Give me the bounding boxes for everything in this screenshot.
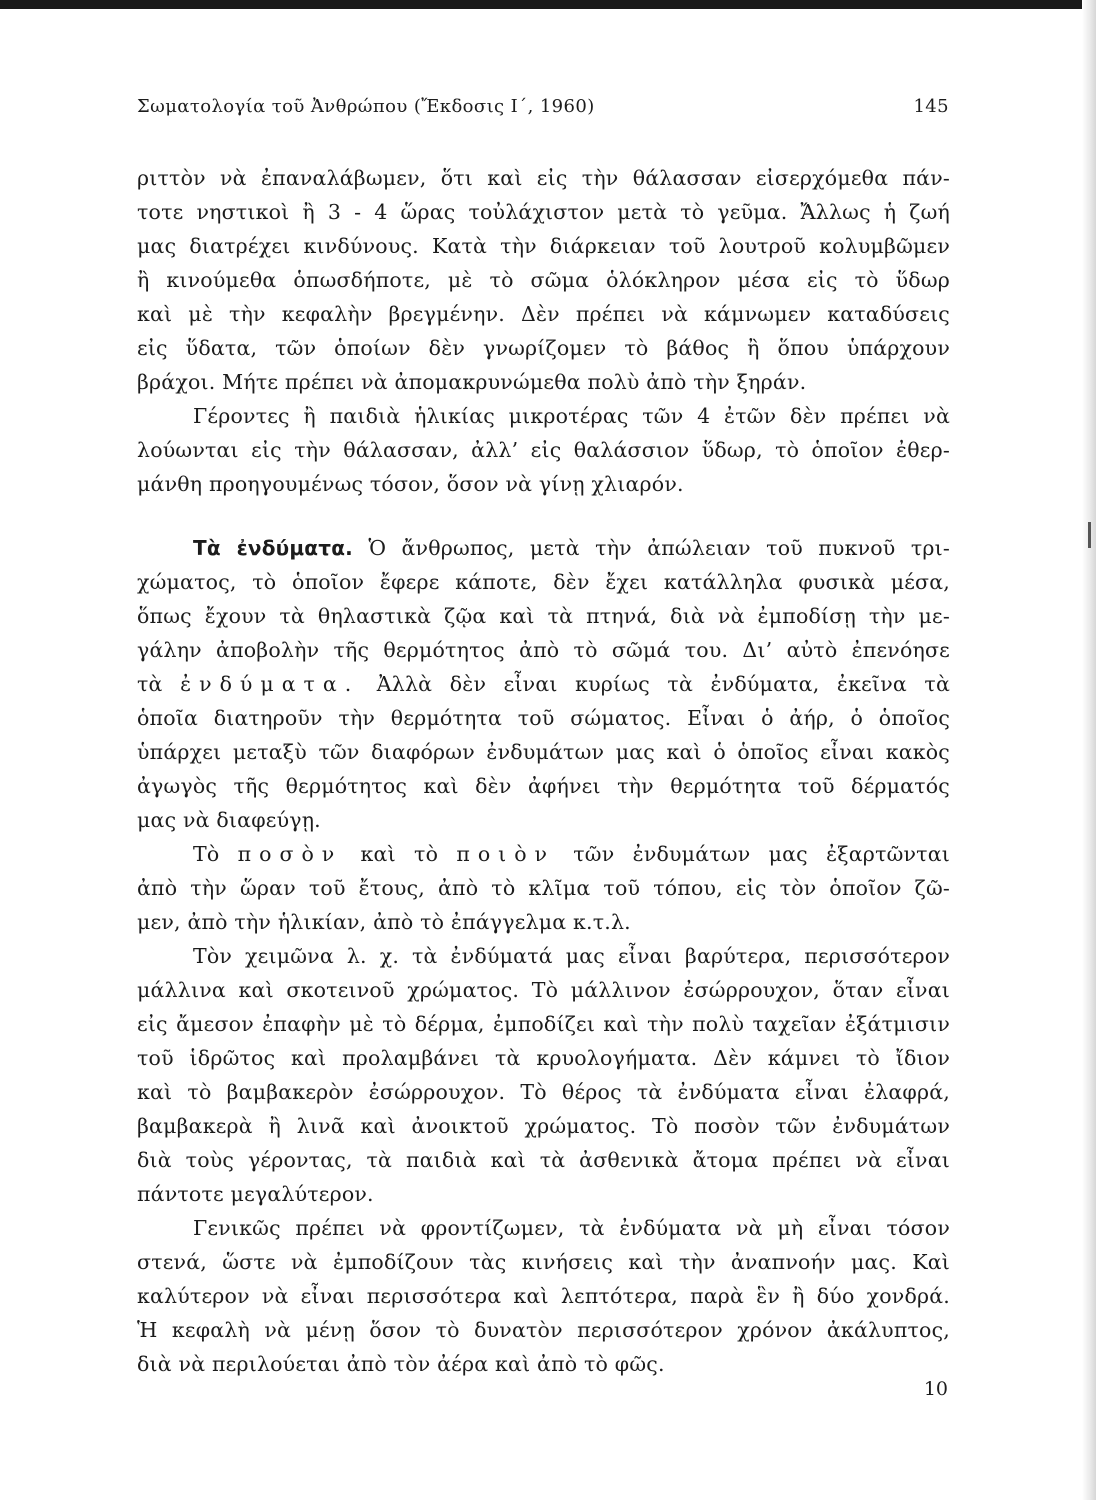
scan-edge-right [1082,0,1096,1500]
spaced-prefix: τὰ [137,672,163,696]
text-line: καὶ μὲ τὴν κεφαλὴν βρεγμένην. Δὲν πρέπει νὰ κάμνωμεν καταδύσεις [137,302,950,326]
text-line-spaced [137,667,950,701]
spaced-word: ἐνδύματα. [180,672,360,696]
section-first-line-text: Ὁ ἄνθρωπος, μετὰ τὴν ἀπώλειαν τοῦ πυκνοῦ τρι- [368,536,950,560]
spaced-word: ποιὸν [456,842,556,866]
text-line: διὰ νὰ περιλούεται ἀπὸ τὸν ἀέρα καὶ ἀπὸ τὸ φῶς. [137,1352,665,1376]
text-line: Τὸν χειμῶνα λ. χ. τὰ ἐνδύματά μας εἶναι βαρύτερα, περισσότερον [193,944,950,968]
text-line: γάλην ἀποβολὴν τῆς θερμότητος ἀπὸ τὸ σῶμά του. Δι’ αὐτὸ ἐπενόησε [137,638,950,662]
text-line: μας νὰ διαφεύγῃ. [137,808,321,832]
text-line: Γενικῶς πρέπει νὰ φροντίζωμεν, τὰ ἐνδύματα νὰ μὴ εἶναι τόσον [193,1216,950,1240]
text-line: μεν, ἀπὸ τὴν ἡλικίαν, ἀπὸ τὸ ἐπάγγελμα κ.τ.λ. [137,910,631,934]
text-line: λούωνται εἰς τὴν θάλασσαν, ἀλλ’ εἰς θαλάσσιον ὕδωρ, τὸ ὁποῖον ἐθερ- [137,438,950,462]
text-line: καὶ τὸ βαμβακερὸν ἐσώρρουχον. Τὸ θέρος τὰ ἐνδύματα εἶναι ἐλαφρά, [137,1080,950,1104]
text-line: ἀγωγὸς τῆς θερμότητος καὶ δὲν ἀφήνει τὴν θερμότητα τοῦ δέρματός [137,774,950,798]
text-line: μας διατρέχει κινδύνους. Κατὰ τὴν διάρκειαν τοῦ λουτροῦ κολυμβῶμεν [137,234,950,258]
text-line: ὅπως ἔχουν τὰ θηλαστικὰ ζῷα καὶ τὰ πτηνά, διὰ νὰ ἐμποδίσῃ τὴν με- [137,604,950,628]
text-line: ἢ κινούμεθα ὁπωσδήποτε, μὲ τὸ σῶμα ὁλόκληρον μέσα εἰς τὸ ὕδωρ [137,268,950,292]
text-line: Γέροντες ἢ παιδιὰ ἡλικίας μικροτέρας τῶν 4 ἐτῶν δὲν πρέπει νὰ [193,404,950,428]
text-line: διὰ τοὺς γέροντας, τὰ παιδιὰ καὶ τὰ ἀσθενικὰ ἄτομα πρέπει νὰ εἶναι [137,1148,950,1172]
text-line: πάντοτε μεγαλύτερον. [137,1182,374,1206]
text-line: Ἡ κεφαλὴ νὰ μένῃ ὅσον τὸ δυνατὸν περισσότερον χρόνον ἀκάλυπτος, [137,1318,950,1342]
scan-edge-top [0,0,1096,9]
text-line: μάνθη προηγουμένως τόσον, ὅσον νὰ γίνῃ χλιαρόν. [137,472,684,496]
running-head-title: Σωματολογία τοῦ Ἀνθρώπου (Ἔκδοσις Ι΄, 1960) [137,96,595,117]
text-line: τοῦ ἱδρῶτος καὶ προλαμβάνει τὰ κρυολογήματα. Δὲν κάμνει τὸ ἴδιον [137,1046,950,1070]
para4-post: τῶν ἐνδυμάτων μας ἐξαρτῶνται [573,842,951,866]
text-line: χώματος, τὸ ὁποῖον ἔφερε κάποτε, δὲν ἔχει κατάλληλα φυσικὰ μέσα, [137,570,950,594]
text-line: βράχοι. Μήτε πρέπει νὰ ἀπομακρυνώμεθα πολὺ ἀπὸ τὴν ξηράν. [137,370,807,394]
section-heading: Τὰ ἐνδύματα. [193,536,353,560]
text-line: ἀπὸ τὴν ὥραν τοῦ ἔτους, ἀπὸ τὸ κλῖμα τοῦ τόπου, εἰς τὸν ὁποῖον ζῶ- [137,876,950,900]
text-line: βαμβακερὰ ἢ λινᾶ καὶ ἀνοικτοῦ χρώματος. Τὸ ποσὸν τῶν ἐνδυμάτων [137,1114,950,1138]
text-line: ὑπάρχει μεταξὺ τῶν διαφόρων ἐνδυμάτων μας καὶ ὁ ὁποῖος εἶναι κακὸς [137,740,950,764]
text-line: εἰς ἄμεσον ἐπαφὴν μὲ τὸ δέρμα, ἐμποδίζει καὶ τὴν πολὺ ταχεῖαν ἐξάτμισιν [137,1012,950,1036]
text-line: στενά, ὥστε νὰ ἐμποδίζουν τὰς κινήσεις καὶ τὴν ἀναπνοήν μας. Καὶ [137,1250,950,1274]
text-line: τοτε νηστικοὶ ἢ 3 - 4 ὥρας τοὐλάχιστον μετὰ τὸ γεῦμα. Ἄλλως ἡ ζωή [137,200,950,224]
text-line: ὁποῖα διατηροῦν τὴν θερμότητα τοῦ σώματος. Εἶναι ὁ ἀήρ, ὁ ὁποῖος [137,706,950,730]
text-line: καλύτερον νὰ εἶναι περισσότερα καὶ λεπτότερα, παρὰ ἓν ἢ δύο χονδρά. [137,1284,950,1308]
running-head [137,96,949,126]
text-line: εἰς ὕδατα, τῶν ὁποίων δὲν γνωρίζομεν τὸ βάθος ἢ ὅπου ὑπάρχουν [137,336,950,360]
text-line-spaced [193,837,950,871]
para4-mid: καὶ τὸ [360,842,439,866]
section-first-line [193,531,950,565]
printer-signature: 10 [923,1378,948,1400]
para4-pre: Τὸ [193,842,220,866]
page-number: 145 [913,96,949,117]
text-line: μάλλινα καὶ σκοτεινοῦ χρώματος. Τὸ μάλλινον ἐσώρρουχον, ὅταν εἶναι [137,978,950,1002]
spaced-rest: Ἀλλὰ δὲν εἶναι κυρίως τὰ ἐνδύματα, ἐκεῖνα τὰ [376,672,951,696]
margin-mark [1088,522,1091,548]
spaced-word: ποσὸν [237,842,343,866]
text-line: ριττὸν νὰ ἐπαναλάβωμεν, ὅτι καὶ εἰς τὴν θάλασσαν εἰσερχόμεθα πάν- [137,166,950,190]
